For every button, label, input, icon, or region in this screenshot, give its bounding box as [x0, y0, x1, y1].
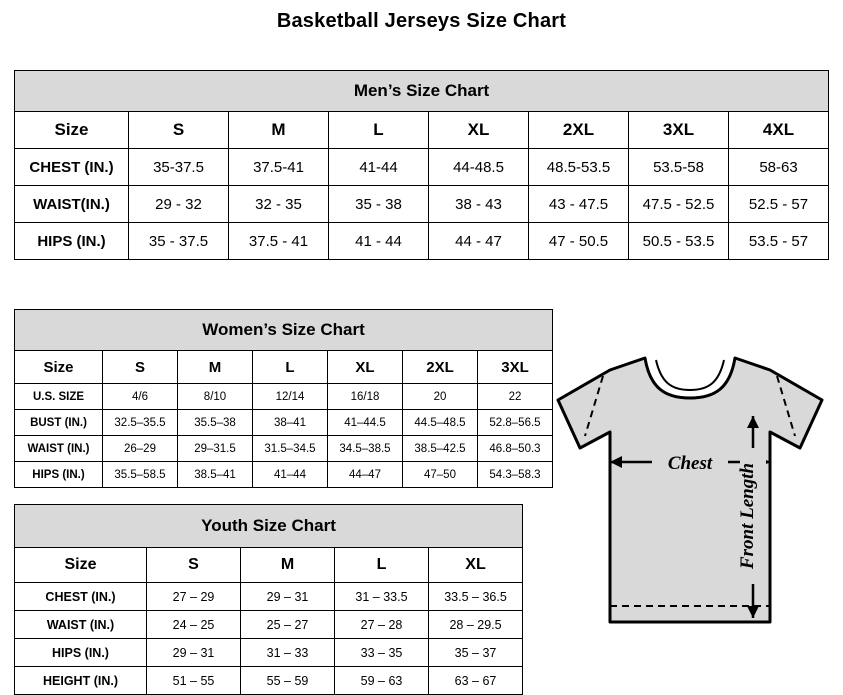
mens-cell-1-1: 32 - 35 [229, 186, 329, 223]
womens-cell-0-1: 8/10 [178, 384, 253, 410]
womens-row-label-0: U.S. SIZE [15, 384, 103, 410]
mens-cell-0-0: 35-37.5 [129, 149, 229, 186]
mens-cell-2-1: 37.5 - 41 [229, 223, 329, 260]
youth-cell-0-3: 33.5 – 36.5 [429, 583, 523, 611]
table-row [15, 410, 553, 436]
youth-header-cell-0: Size [15, 548, 147, 583]
table-row [15, 436, 553, 462]
youth-cell-2-1: 31 – 33 [241, 639, 335, 667]
mens-cell-1-3: 38 - 43 [429, 186, 529, 223]
womens-cell-0-4: 20 [403, 384, 478, 410]
mens-header-cell-2: M [229, 112, 329, 149]
womens-header-cell-6: 3XL [478, 351, 553, 384]
youth-header-cell-1: S [147, 548, 241, 583]
mens-cell-1-6: 52.5 - 57 [729, 186, 829, 223]
chest-label: Chest [667, 453, 713, 474]
mens-cell-2-0: 35 - 37.5 [129, 223, 229, 260]
mens-cell-2-4: 47 - 50.5 [529, 223, 629, 260]
womens-chart-caption: Women’s Size Chart [15, 310, 553, 351]
womens-cell-2-2: 31.5–34.5 [253, 436, 328, 462]
youth-cell-1-2: 27 – 28 [335, 611, 429, 639]
mens-cell-2-5: 50.5 - 53.5 [629, 223, 729, 260]
mens-header-cell-1: S [129, 112, 229, 149]
womens-header-cell-4: XL [328, 351, 403, 384]
youth-chart-caption-row [15, 505, 523, 548]
womens-cell-3-5: 54.3–58.3 [478, 462, 553, 488]
womens-cell-0-2: 12/14 [253, 384, 328, 410]
youth-cell-1-1: 25 – 27 [241, 611, 335, 639]
womens-cell-0-3: 16/18 [328, 384, 403, 410]
youth-row-label-1: WAIST (IN.) [15, 611, 147, 639]
womens-cell-0-5: 22 [478, 384, 553, 410]
mens-cell-0-2: 41-44 [329, 149, 429, 186]
youth-size-chart-table [14, 504, 523, 695]
youth-cell-3-2: 59 – 63 [335, 667, 429, 695]
mens-cell-1-4: 43 - 47.5 [529, 186, 629, 223]
womens-cell-2-0: 26–29 [103, 436, 178, 462]
youth-cell-3-3: 63 – 67 [429, 667, 523, 695]
womens-header-cell-2: M [178, 351, 253, 384]
womens-cell-3-1: 38.5–41 [178, 462, 253, 488]
table-row [15, 667, 523, 695]
youth-row-label-2: HIPS (IN.) [15, 639, 147, 667]
youth-cell-2-2: 33 – 35 [335, 639, 429, 667]
womens-cell-2-3: 34.5–38.5 [328, 436, 403, 462]
youth-header-cell-3: L [335, 548, 429, 583]
mens-cell-1-0: 29 - 32 [129, 186, 229, 223]
womens-cell-0-0: 4/6 [103, 384, 178, 410]
mens-header-cell-3: L [329, 112, 429, 149]
mens-header-cell-5: 2XL [529, 112, 629, 149]
womens-header-cell-0: Size [15, 351, 103, 384]
womens-cell-1-5: 52.8–56.5 [478, 410, 553, 436]
womens-cell-3-3: 44–47 [328, 462, 403, 488]
mens-chart-caption-row [15, 71, 829, 112]
womens-header-cell-1: S [103, 351, 178, 384]
mens-cell-1-2: 35 - 38 [329, 186, 429, 223]
youth-row-label-3: HEIGHT (IN.) [15, 667, 147, 695]
youth-header-cell-4: XL [429, 548, 523, 583]
mens-row-label-0: CHEST (IN.) [15, 149, 129, 186]
mens-cell-0-1: 37.5-41 [229, 149, 329, 186]
table-row [15, 149, 829, 186]
womens-cell-2-5: 46.8–50.3 [478, 436, 553, 462]
table-row [15, 462, 553, 488]
mens-cell-2-6: 53.5 - 57 [729, 223, 829, 260]
youth-header-cell-2: M [241, 548, 335, 583]
table-row [15, 611, 523, 639]
jersey-measurement-diagram [540, 340, 840, 680]
womens-cell-3-2: 41–44 [253, 462, 328, 488]
table-row [15, 186, 829, 223]
womens-cell-1-2: 38–41 [253, 410, 328, 436]
mens-cell-2-2: 41 - 44 [329, 223, 429, 260]
youth-cell-3-0: 51 – 55 [147, 667, 241, 695]
womens-header-cell-3: L [253, 351, 328, 384]
womens-cell-1-3: 41–44.5 [328, 410, 403, 436]
womens-cell-3-4: 47–50 [403, 462, 478, 488]
womens-cell-3-0: 35.5–58.5 [103, 462, 178, 488]
womens-cell-2-1: 29–31.5 [178, 436, 253, 462]
youth-cell-0-0: 27 – 29 [147, 583, 241, 611]
youth-cell-0-1: 29 – 31 [241, 583, 335, 611]
youth-cell-1-0: 24 – 25 [147, 611, 241, 639]
womens-cell-1-4: 44.5–48.5 [403, 410, 478, 436]
womens-cell-2-4: 38.5–42.5 [403, 436, 478, 462]
youth-cell-2-3: 35 – 37 [429, 639, 523, 667]
mens-cell-1-5: 47.5 - 52.5 [629, 186, 729, 223]
mens-cell-0-5: 53.5-58 [629, 149, 729, 186]
table-row [15, 384, 553, 410]
womens-header-row [15, 351, 553, 384]
table-row [15, 223, 829, 260]
womens-row-label-1: BUST (IN.) [15, 410, 103, 436]
mens-chart-caption: Men’s Size Chart [15, 71, 829, 112]
youth-cell-0-2: 31 – 33.5 [335, 583, 429, 611]
mens-cell-0-3: 44-48.5 [429, 149, 529, 186]
page-title: Basketball Jerseys Size Chart [276, 10, 567, 32]
mens-header-cell-7: 4XL [729, 112, 829, 149]
womens-size-chart-table [14, 309, 553, 488]
youth-row-label-0: CHEST (IN.) [15, 583, 147, 611]
mens-size-chart-table [14, 70, 829, 260]
mens-header-row [15, 112, 829, 149]
mens-cell-0-6: 58-63 [729, 149, 829, 186]
table-row [15, 583, 523, 611]
mens-cell-0-4: 48.5-53.5 [529, 149, 629, 186]
youth-cell-1-3: 28 – 29.5 [429, 611, 523, 639]
womens-chart-caption-row [15, 310, 553, 351]
youth-cell-2-0: 29 – 31 [147, 639, 241, 667]
womens-cell-1-0: 32.5–35.5 [103, 410, 178, 436]
youth-cell-3-1: 55 – 59 [241, 667, 335, 695]
mens-cell-2-3: 44 - 47 [429, 223, 529, 260]
youth-header-row [15, 548, 523, 583]
womens-cell-1-1: 35.5–38 [178, 410, 253, 436]
mens-header-cell-6: 3XL [629, 112, 729, 149]
womens-header-cell-5: 2XL [403, 351, 478, 384]
jersey-shirt-icon [558, 358, 822, 622]
mens-row-label-2: HIPS (IN.) [15, 223, 129, 260]
mens-row-label-1: WAIST(IN.) [15, 186, 129, 223]
table-row [15, 639, 523, 667]
womens-row-label-3: HIPS (IN.) [15, 462, 103, 488]
mens-header-cell-4: XL [429, 112, 529, 149]
mens-header-cell-0: Size [15, 112, 129, 149]
front-length-label: Front Length [737, 462, 758, 570]
womens-row-label-2: WAIST (IN.) [15, 436, 103, 462]
youth-chart-caption: Youth Size Chart [15, 505, 523, 548]
